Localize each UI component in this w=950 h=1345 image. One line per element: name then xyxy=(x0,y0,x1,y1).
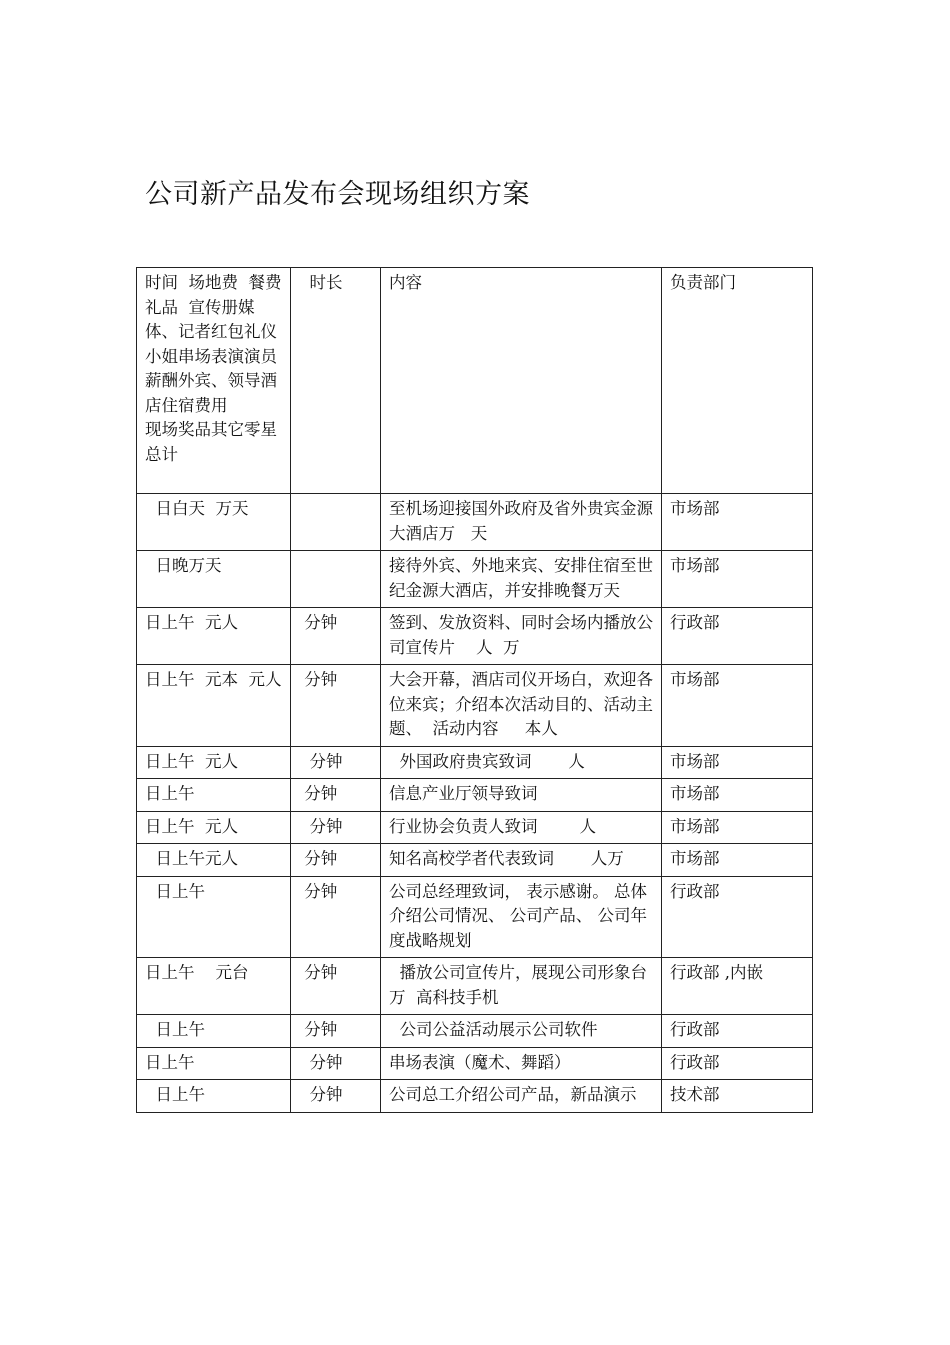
cell-department: 行政部 xyxy=(662,876,813,958)
cell-duration: 分钟 xyxy=(291,608,381,665)
cell-content: 签到、发放资料、同时会场内播放公司宣传片 人 万 xyxy=(381,608,662,665)
cell-department: 市场部 xyxy=(662,665,813,747)
cell-time: 日上午 xyxy=(137,1080,291,1113)
table-row xyxy=(137,746,813,779)
cell-time: 日晚万天 xyxy=(137,551,291,608)
table-row xyxy=(137,1015,813,1048)
cell-content: 知名高校学者代表致词 人万 xyxy=(381,844,662,877)
cell-time: 日上午 xyxy=(137,1015,291,1048)
cell-time: 日上午 xyxy=(137,779,291,812)
table-row xyxy=(137,608,813,665)
cell-time: 日上午 xyxy=(137,1047,291,1080)
table-row xyxy=(137,844,813,877)
cell-duration: 分钟 xyxy=(291,746,381,779)
table-row xyxy=(137,1080,813,1113)
cell-department: 市场部 xyxy=(662,551,813,608)
cell-time: 日上午 元人 xyxy=(137,811,291,844)
page-title: 公司新产品发布会现场组织方案 xyxy=(145,179,530,210)
table-row xyxy=(137,811,813,844)
cell-department: 技术部 xyxy=(662,1080,813,1113)
cell-content: 接待外宾、外地来宾、安排住宿至世纪金源大酒店，并安排晚餐万天 xyxy=(381,551,662,608)
cell-duration: 分钟 xyxy=(291,876,381,958)
table-row xyxy=(137,958,813,1015)
cell-content: 串场表演（魔术、舞蹈） xyxy=(381,1047,662,1080)
header-department: 负责部门 xyxy=(662,268,813,494)
cell-time: 日上午 元台 xyxy=(137,958,291,1015)
cell-time: 日上午 元本 元人 xyxy=(137,665,291,747)
header-content: 内容 xyxy=(381,268,662,494)
header-duration: 时长 xyxy=(291,268,381,494)
cell-duration: 分钟 xyxy=(291,1080,381,1113)
cell-time: 日上午 元人 xyxy=(137,608,291,665)
schedule-table xyxy=(136,267,813,1113)
table-row xyxy=(137,665,813,747)
cell-department: 行政部 xyxy=(662,1015,813,1048)
cell-content: 播放公司宣传片，展现公司形象台 万 高科技手机 xyxy=(381,958,662,1015)
cell-duration: 分钟 xyxy=(291,1047,381,1080)
cell-department: 行政部 xyxy=(662,608,813,665)
cell-department: 市场部 xyxy=(662,811,813,844)
cell-content: 行业协会负责人致词 人 xyxy=(381,811,662,844)
cell-time: 日上午元人 xyxy=(137,844,291,877)
cell-duration: 分钟 xyxy=(291,811,381,844)
cell-content: 公司公益活动展示公司软件 xyxy=(381,1015,662,1048)
table-row xyxy=(137,494,813,551)
cell-duration xyxy=(291,551,381,608)
table-row xyxy=(137,876,813,958)
cell-time: 日上午 xyxy=(137,876,291,958)
cell-duration: 分钟 xyxy=(291,665,381,747)
cell-duration: 分钟 xyxy=(291,844,381,877)
header-time-costs: 时间 场地费 餐费礼品 宣传册媒体、记者红包礼仪小姐串场表演演员薪酬外宾、领导酒店住宿费用 现场奖品其它零星总计 xyxy=(137,268,291,494)
cell-content: 公司总经理致词， 表示感谢。 总体介绍公司情况、 公司产品、 公司年度战略规划 xyxy=(381,876,662,958)
cell-department: 行政部 xyxy=(662,1047,813,1080)
cell-department: 市场部 xyxy=(662,844,813,877)
cell-time: 日白天 万天 xyxy=(137,494,291,551)
cell-duration: 分钟 xyxy=(291,958,381,1015)
cell-time: 日上午 元人 xyxy=(137,746,291,779)
cell-department: 市场部 xyxy=(662,779,813,812)
cell-department: 市场部 xyxy=(662,494,813,551)
table-row xyxy=(137,779,813,812)
table-header-row xyxy=(137,268,813,494)
table-row xyxy=(137,1047,813,1080)
cell-content: 外国政府贵宾致词 人 xyxy=(381,746,662,779)
cell-duration: 分钟 xyxy=(291,779,381,812)
cell-content: 至机场迎接国外政府及省外贵宾金源大酒店万 天 xyxy=(381,494,662,551)
cell-department: 行政部 ,内嵌 xyxy=(662,958,813,1015)
cell-content: 信息产业厅领导致词 xyxy=(381,779,662,812)
cell-content: 大会开幕，酒店司仪开场白，欢迎各位来宾；介绍本次活动目的、活动主题、 活动内容 本人 xyxy=(381,665,662,747)
cell-content: 公司总工介绍公司产品，新品演示 xyxy=(381,1080,662,1113)
table-row xyxy=(137,551,813,608)
cell-duration xyxy=(291,494,381,551)
cell-duration: 分钟 xyxy=(291,1015,381,1048)
cell-department: 市场部 xyxy=(662,746,813,779)
